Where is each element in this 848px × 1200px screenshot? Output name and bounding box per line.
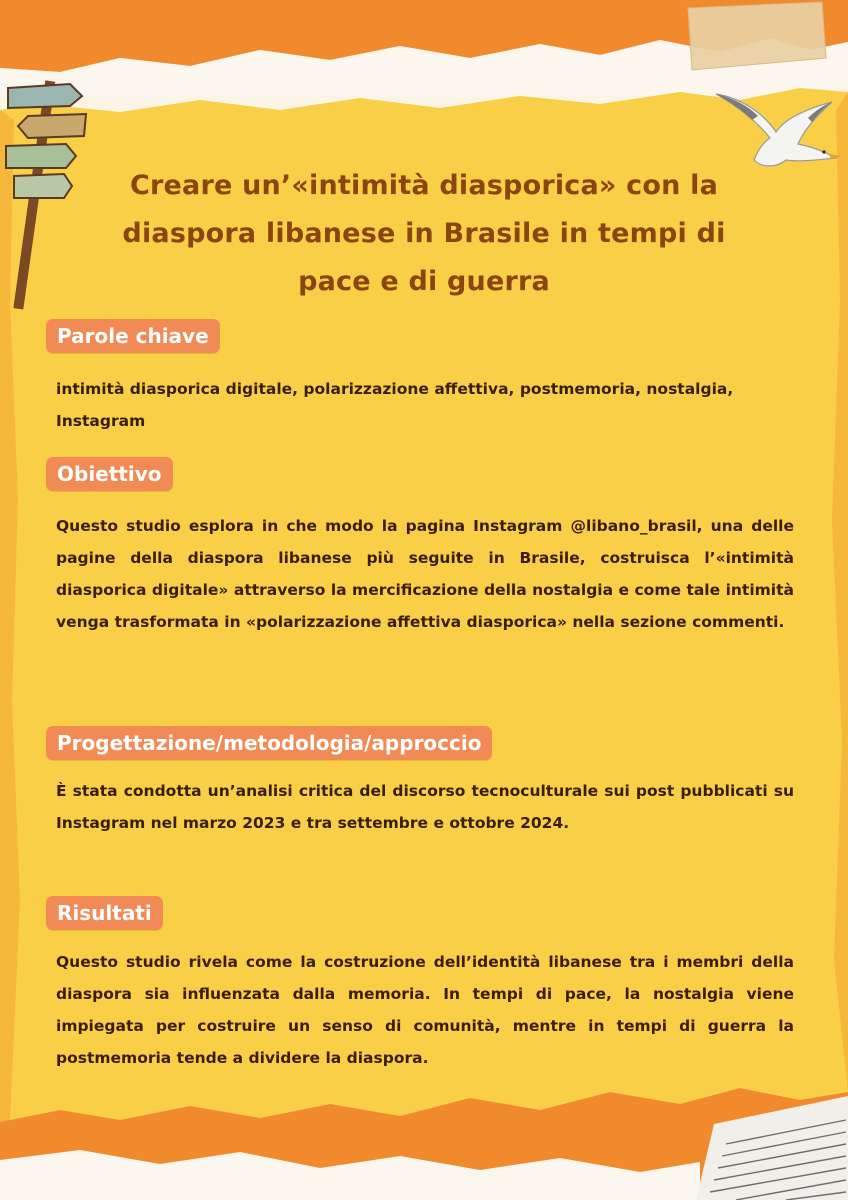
signpost-icon [0, 70, 90, 310]
keywords-text: intimità diasporica digitale, polarizzazione affettiva, postmemoria, nostalgia, Instagram [56, 380, 734, 430]
methodology-text: È stata condotta un’analisi critica del discorso tecnoculturale sui post pubblicati su Instagram nel marzo 2023 e tra settembre e ottobre 2024. [56, 782, 794, 832]
tape-icon [680, 0, 830, 80]
results-text: Questo studio rivela come la costruzione dell’identità libanese tra i membri della diaspora sia influenzata dalla memoria. In tempi di pace, la nostalgia viene impiegata per costruire un senso di comunità, mentre in tempi di guerra la postmemoria tende a dividere la diaspora. [56, 953, 794, 1067]
section-label-methodology: Progettazione/metodologia/approccio [46, 726, 492, 760]
page-title: Creare un’«intimità diasporica» con la diaspora libanese in Brasile in tempi di pace e di guerra [122, 170, 726, 297]
objective-text: Questo studio esplora in che modo la pagina Instagram @libano_brasil, una delle pagine della diaspora libanese più seguite in Brasile, costruisca l’«intimità diasporica digitale» attraverso la mercificazione della nostalgia e come tale intimità venga trasformata in «polarizzazione affettiva diasporica» nella sezione commenti. [56, 517, 794, 631]
section-label-objective: Obiettivo [46, 457, 173, 491]
section-label-results: Risultati [46, 896, 163, 930]
newspaper-scrap-icon [696, 1096, 848, 1200]
section-label-keywords: Parole chiave [46, 319, 220, 353]
